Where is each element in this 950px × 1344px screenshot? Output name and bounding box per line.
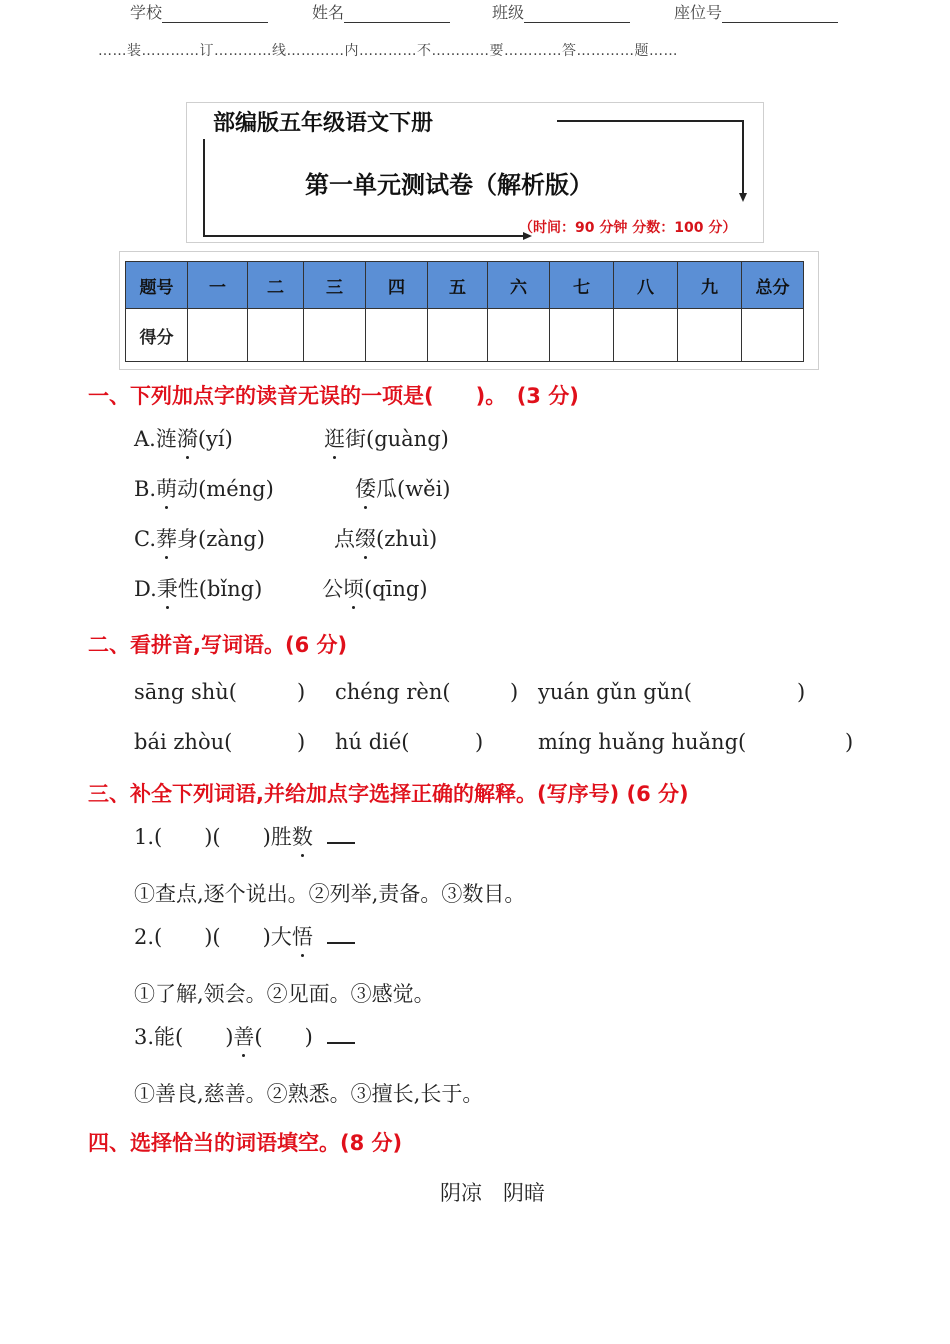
idiom-text: ( ) xyxy=(254,1025,313,1049)
score-table xyxy=(125,261,804,362)
school-label: 学校 xyxy=(130,3,163,22)
idiom-text: 2.( )( )大 xyxy=(134,925,292,949)
score-cell[interactable] xyxy=(488,309,550,362)
option-b-left[interactable] xyxy=(134,473,274,503)
dotted-char: 秉 xyxy=(157,573,178,603)
idiom-item-3[interactable] xyxy=(134,1021,355,1051)
class-blank[interactable] xyxy=(524,6,630,23)
section-1-title: 一、下列加点字的读音无误的一项是( )。 (3 分) xyxy=(88,384,579,408)
idiom-explain-1: ①查点,逐个说出。②列举,责备。③数目。 xyxy=(134,882,526,906)
option-text: B. xyxy=(134,477,157,501)
score-cell[interactable] xyxy=(678,309,742,362)
pinyin-4-close: ) xyxy=(297,730,306,754)
seat-blank[interactable] xyxy=(722,6,838,23)
idiom-explain-3: ①善良,慈善。②熟悉。③擅长,长于。 xyxy=(134,1082,484,1106)
class-field xyxy=(492,0,630,23)
option-text: 点 xyxy=(334,527,355,551)
score-header-cell: 四 xyxy=(366,262,428,309)
title-box xyxy=(186,102,764,243)
option-d-left[interactable] xyxy=(134,573,262,603)
score-body-row xyxy=(126,309,804,362)
option-text: 身(zàng) xyxy=(177,527,265,551)
section-2-title: 二、看拼音,写词语。(6 分) xyxy=(88,633,348,657)
name-label: 姓名 xyxy=(312,3,345,22)
score-row-label: 得分 xyxy=(126,309,188,362)
option-text: 公 xyxy=(322,577,343,601)
pinyin-4-open: bái zhòu( xyxy=(134,730,233,754)
score-header-cell: 三 xyxy=(304,262,366,309)
dotted-char: 数 xyxy=(292,821,313,851)
option-a-left[interactable] xyxy=(134,423,233,453)
option-a-right xyxy=(324,423,449,453)
option-b-right xyxy=(355,473,451,503)
score-cell[interactable] xyxy=(248,309,304,362)
score-header-cell: 九 xyxy=(678,262,742,309)
idiom-text: 1.( )( )胜 xyxy=(134,825,292,849)
name-field xyxy=(312,0,450,23)
dotted-char: 萌 xyxy=(156,473,177,503)
option-text: (yí) xyxy=(197,427,233,451)
score-cell[interactable] xyxy=(742,309,804,362)
answer-blank[interactable] xyxy=(327,1028,355,1044)
dotted-char: 悟 xyxy=(292,921,313,951)
pinyin-6-close: ) xyxy=(845,730,854,754)
class-label: 班级 xyxy=(492,3,525,22)
seat-label: 座位号 xyxy=(674,3,723,22)
dotted-char: 善 xyxy=(233,1021,254,1051)
score-header-cell: 二 xyxy=(248,262,304,309)
option-text: (qīng) xyxy=(364,577,428,601)
score-header-cell: 八 xyxy=(614,262,678,309)
option-c-left[interactable] xyxy=(134,523,265,553)
name-blank[interactable] xyxy=(344,6,450,23)
score-header-cell: 总分 xyxy=(742,262,804,309)
pinyin-6-open: míng huǎng huǎng( xyxy=(538,730,747,754)
dotted-char: 顷 xyxy=(343,573,364,603)
section-3-title: 三、补全下列词语,并给加点字选择正确的解释。(写序号) (6 分) xyxy=(88,782,689,806)
pinyin-5-close: ) xyxy=(475,730,484,754)
score-cell[interactable] xyxy=(188,309,248,362)
dotted-char: 葬 xyxy=(156,523,177,553)
score-cell[interactable] xyxy=(428,309,488,362)
idiom-item-1[interactable] xyxy=(134,821,355,851)
score-header-cell: 五 xyxy=(428,262,488,309)
school-blank[interactable] xyxy=(162,6,268,23)
score-header-cell: 七 xyxy=(550,262,614,309)
option-text: 性(bǐng) xyxy=(177,577,263,601)
score-header-cell: 题号 xyxy=(126,262,188,309)
option-text: 街(guàng) xyxy=(345,427,449,451)
school-field xyxy=(130,0,268,23)
pinyin-5-open: hú dié( xyxy=(335,730,410,754)
seat-field xyxy=(674,0,838,23)
score-header-row xyxy=(126,262,804,309)
dotted-char: 倭 xyxy=(355,473,376,503)
score-header-cell: 一 xyxy=(188,262,248,309)
option-text: (zhuì) xyxy=(376,527,438,551)
score-table-wrap xyxy=(119,251,819,370)
pinyin-1-close: ) xyxy=(297,680,306,704)
option-text: D. xyxy=(134,577,157,601)
dotted-char: 逛 xyxy=(324,423,345,453)
idiom-item-2[interactable] xyxy=(134,921,355,951)
pinyin-2-close: ) xyxy=(510,680,519,704)
score-header-cell: 六 xyxy=(488,262,550,309)
title-line2: 第一单元测试卷（解析版） xyxy=(305,170,593,199)
option-d-right xyxy=(322,573,428,603)
score-cell[interactable] xyxy=(614,309,678,362)
option-text: 瓜(wěi) xyxy=(376,477,451,501)
option-text: 动(méng) xyxy=(177,477,274,501)
title-line1: 部编版五年级语文下册 xyxy=(213,110,434,136)
pinyin-2-open: chéng rèn( xyxy=(335,680,451,704)
pinyin-1-open: sāng shù( xyxy=(134,680,237,704)
dotted-char: 漪 xyxy=(177,423,198,453)
section-4-title: 四、选择恰当的词语填空。(8 分) xyxy=(88,1131,403,1155)
title-meta: （时间：90 分钟 分数：100 分） xyxy=(519,220,737,236)
score-cell[interactable] xyxy=(550,309,614,362)
dotted-char: 缀 xyxy=(355,523,376,553)
option-text: A.涟 xyxy=(134,427,177,451)
idiom-text: 3.能( ) xyxy=(134,1025,234,1049)
score-cell[interactable] xyxy=(366,309,428,362)
answer-blank[interactable] xyxy=(327,828,355,844)
pinyin-3-open: yuán gǔn gǔn( xyxy=(538,680,692,704)
idiom-explain-2: ①了解,领会。②见面。③感觉。 xyxy=(134,982,435,1006)
binding-line: ……装…………订…………线…………内…………不…………要…………答…………题…… xyxy=(98,43,678,59)
option-c-right xyxy=(334,523,437,553)
score-cell[interactable] xyxy=(304,309,366,362)
word-choices: 阴凉 阴暗 xyxy=(440,1181,545,1205)
answer-blank[interactable] xyxy=(327,928,355,944)
pinyin-3-close: ) xyxy=(797,680,806,704)
option-text: C. xyxy=(134,527,156,551)
